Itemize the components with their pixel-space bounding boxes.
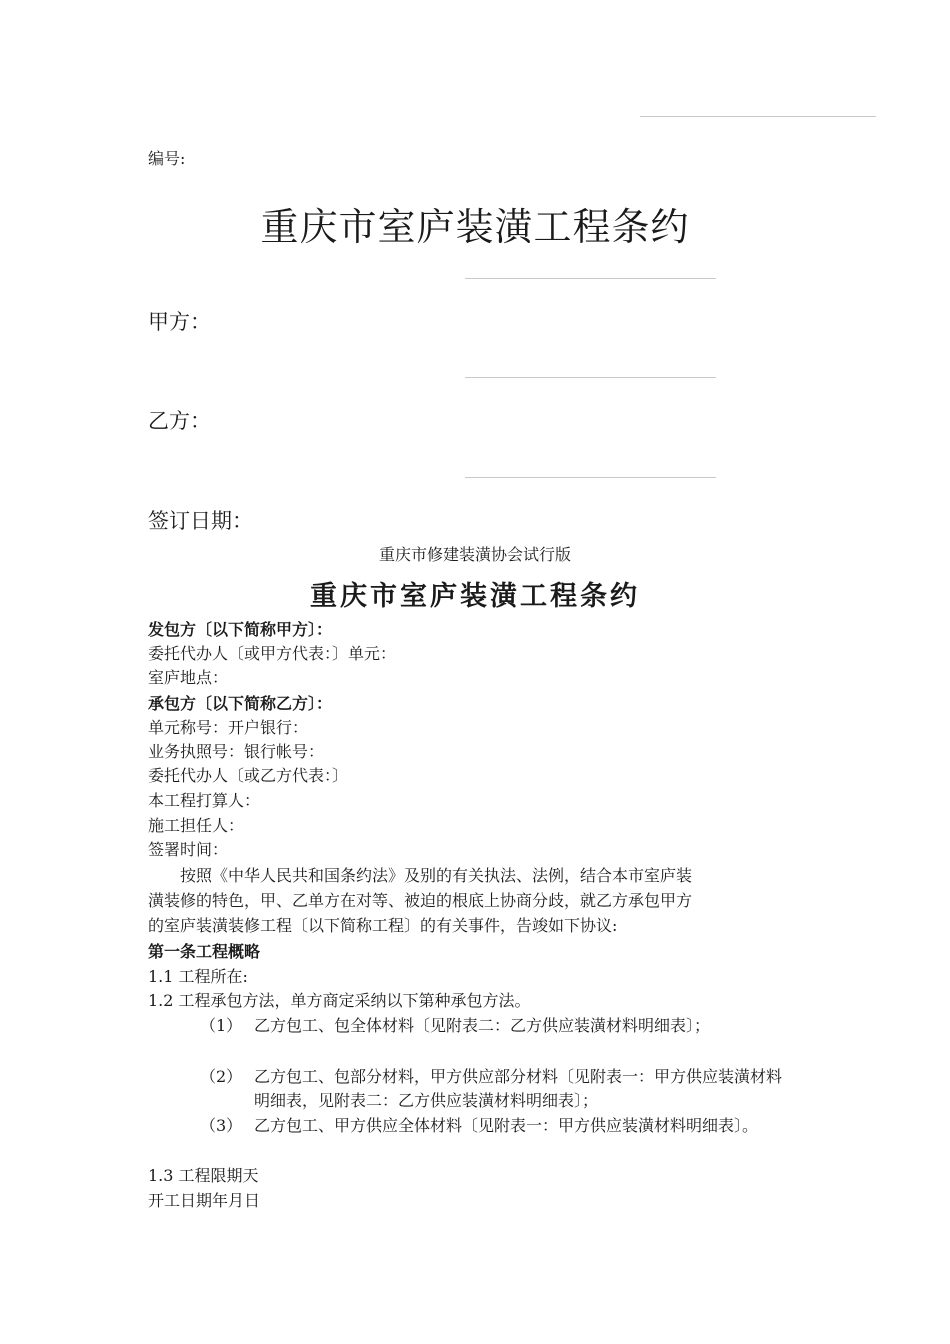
version-note: 重庆市修建装潢协会试行版 [378,545,571,564]
option-text: 乙方包工、包部分材料，甲方供应部分材料〔见附表一：甲方供应装潢材料明细表，见附表二：乙方供应装潢材料明细表〕； [254,1067,783,1110]
contractor-line: 单元称号：开户银行： [148,718,309,737]
preamble-line: 的室庐装潢装修工程〔以下简称工程〕的有关事件，告竣如下协议: [148,916,618,935]
option-number: （2） [200,1067,243,1086]
contract-title: 重庆市室庐装潢工程条约 [310,581,640,612]
contractor-line: 施工担任人： [148,816,245,835]
contractor-line: 本工程打算人： [148,791,261,810]
option-number: （1） [200,1016,243,1035]
employer-line: 室庐地点： [148,668,229,687]
party-b-underline [465,377,716,378]
header-rule [640,116,876,117]
preamble-line: 潢装修的特色，甲、乙单方在对等、被迫的根底上协商分歧，就乙方承包甲方 [148,891,693,910]
contractor-heading: 承包方〔以下简称乙方〕： [148,694,333,713]
clause-1-1: 1.1 工程所在: [148,967,248,986]
party-a-label: 甲方： [148,310,211,334]
option-text: 乙方包工、包全体材料〔见附表二：乙方供应装潢材料明细表〕； [254,1016,711,1035]
clause-1-2: 1.2 工程承包方法，单方商定采纳以下第种承包方法。 [148,991,531,1010]
party-b-label: 乙方： [148,409,211,433]
serial-number-label: 编号: [148,149,186,168]
start-date-line: 开工日期年月日 [148,1191,261,1210]
clause-1-3: 1.3 工程限期天 [148,1166,259,1185]
preamble-line: 按照《中华人民共和国条约法》及别的有关执法、法例，结合本市室庐装 [148,866,693,885]
employer-heading: 发包方〔以下简称甲方〕： [148,620,333,639]
contractor-line: 签署时间： [148,840,229,859]
sign-date-label: 签订日期： [148,509,253,533]
cover-title: 重庆市室庐装潢工程条约 [260,205,690,249]
sign-date-underline [465,477,716,478]
option-number: （3） [200,1116,243,1135]
article-1-heading: 第一条工程概略 [148,942,261,961]
party-a-underline [465,278,716,279]
contractor-line: 业务执照号：银行帐号： [148,742,325,761]
option-text: 乙方包工、甲方供应全体材料〔见附表一：甲方供应装潢材料明细表〕。 [254,1116,759,1135]
employer-line: 委托代办人〔或甲方代表：〕单元： [148,644,397,663]
contractor-line: 委托代办人〔或乙方代表：〕 [148,766,349,785]
